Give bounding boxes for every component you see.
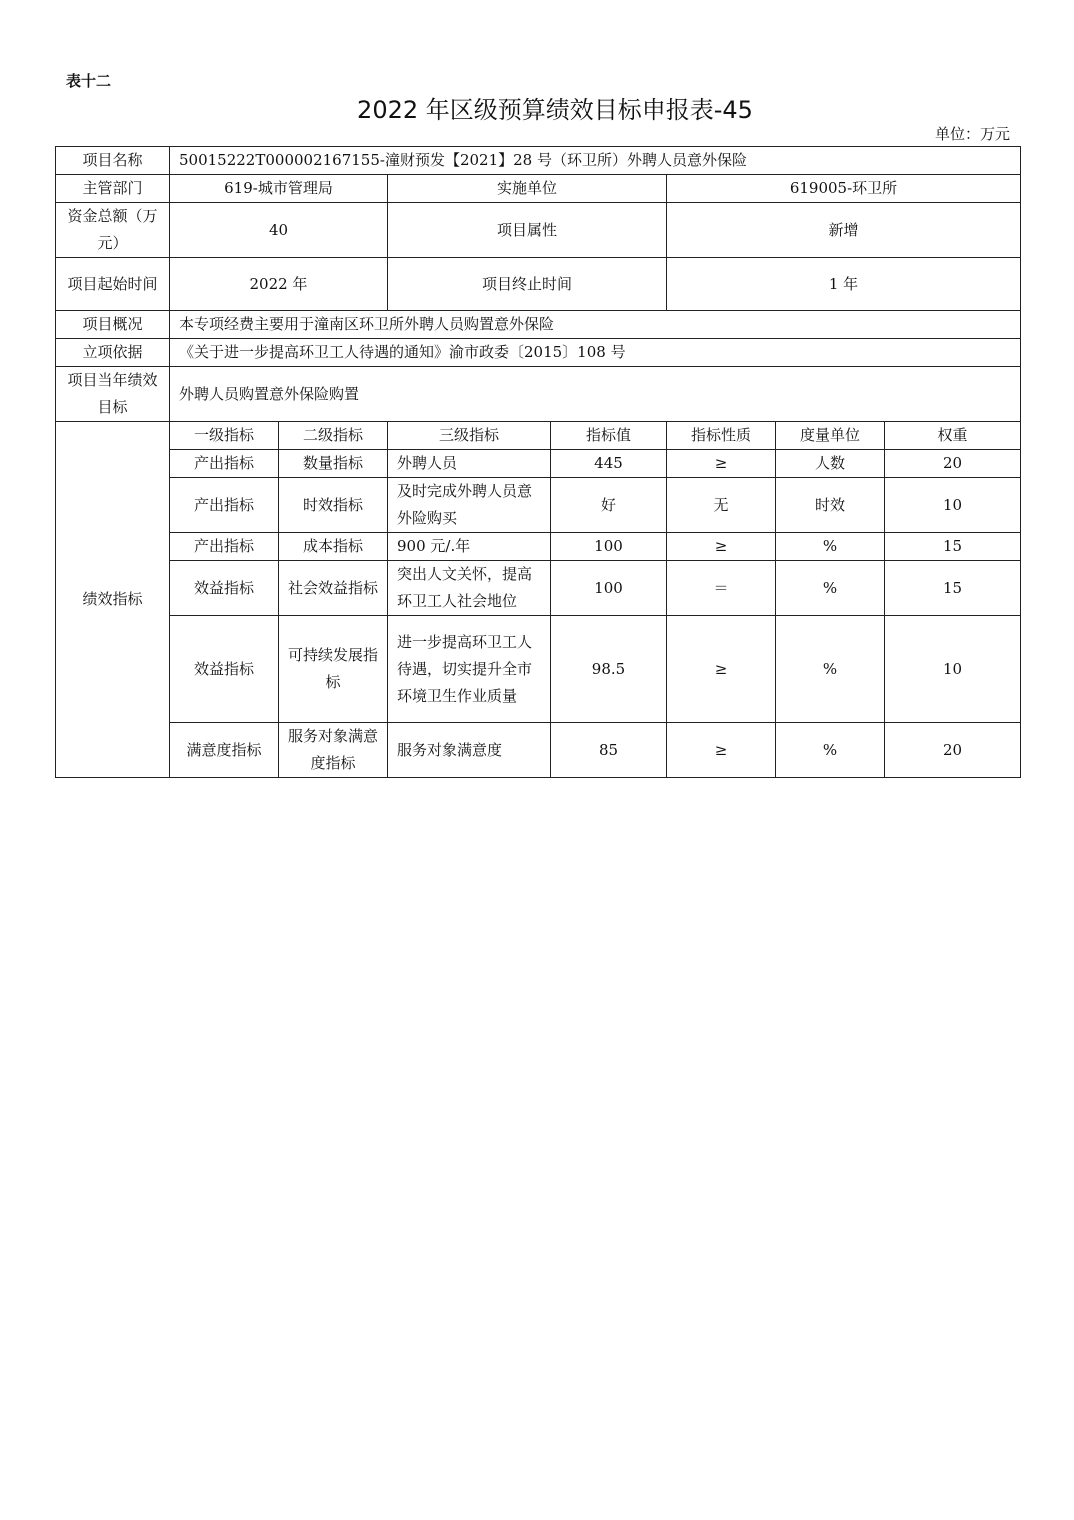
header-level1: 一级指标 — [170, 422, 279, 450]
project-name-label: 项目名称 — [56, 147, 170, 175]
header-nature: 指标性质 — [667, 422, 776, 450]
nature-cell: ≥ — [667, 616, 776, 723]
basis-label: 立项依据 — [56, 339, 170, 367]
start-time-label: 项目起始时间 — [56, 258, 170, 311]
nature-cell: ≥ — [667, 723, 776, 778]
nature-cell: 无 — [667, 478, 776, 533]
weight-cell: 10 — [885, 478, 1021, 533]
unit-cell: 人数 — [776, 450, 885, 478]
row-overview — [56, 311, 1021, 339]
unit-cell: % — [776, 616, 885, 723]
goal-label: 项目当年绩效目标 — [56, 367, 170, 422]
project-attribute-value: 新增 — [667, 203, 1021, 258]
weight-cell: 15 — [885, 561, 1021, 616]
level2-cell: 服务对象满意度指标 — [279, 723, 388, 778]
indicator-row — [56, 533, 1021, 561]
project-name-value: 50015222T000002167155-潼财预发【2021】28 号（环卫所）外聘人员意外保险 — [170, 147, 1021, 175]
unit-cell: 时效 — [776, 478, 885, 533]
indicator-row — [56, 723, 1021, 778]
indicator-row — [56, 478, 1021, 533]
value-cell: 85 — [551, 723, 667, 778]
level2-cell: 时效指标 — [279, 478, 388, 533]
project-attribute-label: 项目属性 — [388, 203, 667, 258]
level2-cell: 社会效益指标 — [279, 561, 388, 616]
nature-cell: ≥ — [667, 450, 776, 478]
level3-cell: 进一步提高环卫工人待遇，切实提升全市环境卫生作业质量 — [388, 616, 551, 723]
indicator-row — [56, 616, 1021, 723]
row-time — [56, 258, 1021, 311]
indicator-row — [56, 561, 1021, 616]
weight-cell: 15 — [885, 533, 1021, 561]
value-cell: 98.5 — [551, 616, 667, 723]
level3-cell: 及时完成外聘人员意外险购买 — [388, 478, 551, 533]
weight-cell: 20 — [885, 450, 1021, 478]
overview-label: 项目概况 — [56, 311, 170, 339]
department-value: 619-城市管理局 — [170, 175, 388, 203]
unit-cell: % — [776, 723, 885, 778]
level3-cell: 900 元/.年 — [388, 533, 551, 561]
weight-cell: 10 — [885, 616, 1021, 723]
row-goal — [56, 367, 1021, 422]
level1-cell: 效益指标 — [170, 561, 279, 616]
level3-cell: 外聘人员 — [388, 450, 551, 478]
header-level2: 二级指标 — [279, 422, 388, 450]
row-project-name — [56, 147, 1021, 175]
weight-cell: 20 — [885, 723, 1021, 778]
row-basis — [56, 339, 1021, 367]
unit-label: 单位：万元 — [934, 125, 1010, 143]
value-cell: 100 — [551, 533, 667, 561]
value-cell: 100 — [551, 561, 667, 616]
end-time-value: 1 年 — [667, 258, 1021, 311]
implementer-label: 实施单位 — [388, 175, 667, 203]
goal-value: 外聘人员购置意外保险购置 — [170, 367, 1021, 422]
end-time-label: 项目终止时间 — [388, 258, 667, 311]
nature-cell: ≥ — [667, 533, 776, 561]
level2-cell: 成本指标 — [279, 533, 388, 561]
level3-cell: 服务对象满意度 — [388, 723, 551, 778]
level1-cell: 满意度指标 — [170, 723, 279, 778]
page-title: 2022 年区级预算绩效目标申报表-45 — [357, 96, 753, 124]
level1-cell: 产出指标 — [170, 533, 279, 561]
overview-value: 本专项经费主要用于潼南区环卫所外聘人员购置意外保险 — [170, 311, 1021, 339]
fund-total-label: 资金总额（万元） — [56, 203, 170, 258]
budget-performance-table — [55, 146, 1021, 778]
value-cell: 445 — [551, 450, 667, 478]
header-unit: 度量单位 — [776, 422, 885, 450]
header-weight: 权重 — [885, 422, 1021, 450]
table-number: 表十二 — [66, 72, 112, 90]
start-time-value: 2022 年 — [170, 258, 388, 311]
unit-cell: % — [776, 533, 885, 561]
header-value: 指标值 — [551, 422, 667, 450]
fund-total-value: 40 — [170, 203, 388, 258]
row-fund — [56, 203, 1021, 258]
level2-cell: 数量指标 — [279, 450, 388, 478]
basis-value: 《关于进一步提高环卫工人待遇的通知》渝市政委〔2015〕108 号 — [170, 339, 1021, 367]
department-label: 主管部门 — [56, 175, 170, 203]
level3-cell: 突出人文关怀，提高环卫工人社会地位 — [388, 561, 551, 616]
implementer-value: 619005-环卫所 — [667, 175, 1021, 203]
row-department — [56, 175, 1021, 203]
performance-section-label: 绩效指标 — [56, 422, 170, 778]
nature-cell: ＝ — [667, 561, 776, 616]
value-cell: 好 — [551, 478, 667, 533]
level1-cell: 产出指标 — [170, 478, 279, 533]
unit-cell: % — [776, 561, 885, 616]
level1-cell: 产出指标 — [170, 450, 279, 478]
indicator-row — [56, 450, 1021, 478]
indicator-header-row — [56, 422, 1021, 450]
header-level3: 三级指标 — [388, 422, 551, 450]
level1-cell: 效益指标 — [170, 616, 279, 723]
level2-cell: 可持续发展指标 — [279, 616, 388, 723]
